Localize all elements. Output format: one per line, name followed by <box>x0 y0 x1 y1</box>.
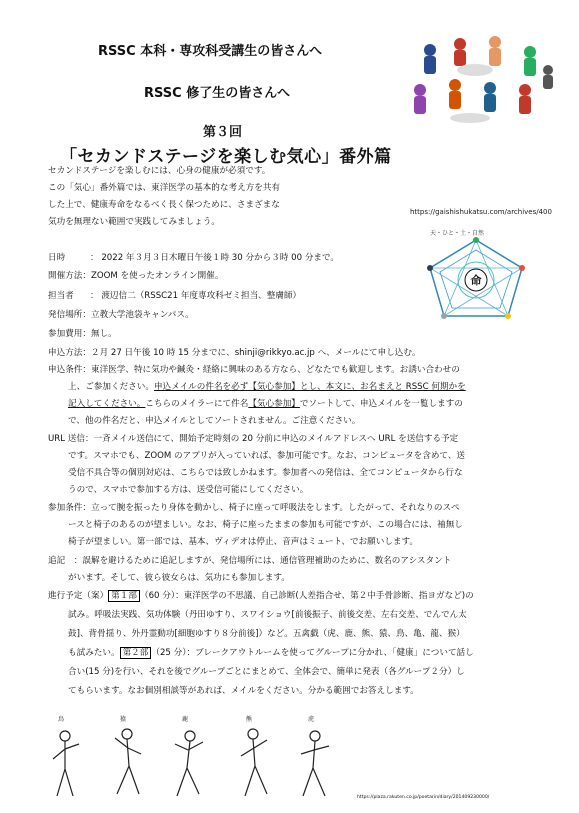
schedule-text: （25 分）：ブレークアウトルームを使ってグループに分かれ、「健康」について話し <box>151 648 474 658</box>
place-label: 発信場所： <box>48 310 91 320</box>
condition-apply-line <box>68 396 553 413</box>
intro-line: した上で、健康寿命をなるべく長く保つために、さまざまな <box>48 200 280 210</box>
header-line-2: RSSC 修了生の皆さんへ <box>144 86 290 101</box>
figure-caption: 鹿 <box>182 716 189 723</box>
intro-line: この「気心」番外篇では、東洋医学の基本的な考え方を共有 <box>48 183 281 193</box>
source-url-1: https://gaishishukatsu.com/archives/400 <box>410 208 552 216</box>
url-send-line: URL 送信：一斉メイル送信にて、開始予定時刻の 20 分前に申込のメイルアドレスへ URL を送信する予定 <box>48 434 459 444</box>
group-photo-image <box>400 30 560 130</box>
method-row <box>48 268 553 285</box>
postscript-line: 追記 ：誤解を避けるために追記しますが、発信場所には、通信管理補助のために、数名のアシスタント <box>48 556 452 566</box>
participation-line: 椅子が望ましい。第一部では、基本、ヴィデオは停止、音声はミュート、でお願いします。 <box>68 537 419 547</box>
schedule-line: 鼓]、背骨揺り、外丹霊動功[細胞ゆすり８分前後]）など。五禽戯（虎、鹿、熊、猿、鳥、亀、龍、猴） <box>68 629 465 639</box>
schedule-line: てもらいます。なお個別相談等があれば、メイルをください。分かる範囲でお答えします。 <box>68 686 419 696</box>
condition-apply-line: 申込条件：東洋医学、特に気功や鍼灸・経絡に興味のある方なら、どなたでも歓迎します。お誘い合わせの <box>48 365 460 375</box>
intro-line: セカンドステージを楽しむには、心身の健康が必須です。 <box>48 166 271 176</box>
figure-caption: 鳥 <box>58 716 65 723</box>
schedule-line <box>48 588 553 605</box>
place-row <box>48 307 553 324</box>
method-value: ZOOM を使ったオンライン開催。 <box>90 271 224 281</box>
schedule-line <box>68 645 553 662</box>
source-url-2: https://plaza.rakuten.co.jp/poetarin/diary/201409230000/ <box>357 795 490 800</box>
condition-text: 上、ご参加ください。 <box>68 382 154 392</box>
fee-row <box>48 326 553 343</box>
method-label: 開催方法： <box>48 271 91 281</box>
figure-caption: 熊 <box>246 716 253 723</box>
part2-badge: 第２部 <box>120 647 152 659</box>
condition-underlined-text: 申込メイルの件名を必ず【気心参加】とし、本文に、お名まえと RSSC 何期かを <box>153 382 466 392</box>
date-label: 日時 <box>48 253 66 263</box>
diagram-top-label: 天・ひと・土・自然 <box>430 230 485 237</box>
intro-line: 気功を無理ない範囲で実践してみましょう。 <box>48 217 220 227</box>
apply-row: 申込方法：２月 27 日午後 10 時 15 分までに、shinji@rikkyo.ac.jp へ、メールにて申し込む。 <box>48 348 421 358</box>
date-value: ： 2022 年３月３日木曜日午後１時 30 分から３時 00 分まで。 <box>90 253 340 263</box>
schedule-line: 合い(15 分)を行い、それを後でグループごとにまとめて、全体会で、簡単に発表（各グループ２分）し <box>68 667 465 677</box>
svg-text:命: 命 <box>470 274 482 287</box>
figure-caption: 猿 <box>120 716 127 723</box>
fee-label: 参加費用： <box>48 329 91 339</box>
person-row <box>48 288 553 305</box>
person-value: ： 渡辺信二（RSSC21 年度専攻科ゼミ担当、整膚師） <box>90 291 302 301</box>
intro-paragraph <box>48 163 368 231</box>
condition-apply-line: で、他の件名だと、申込メイルとしてソートされません。ご注意ください。 <box>68 416 361 426</box>
schedule-lead: 進行予定（案） <box>48 591 109 601</box>
person-label: 担当者 <box>48 291 74 301</box>
five-animals-figures-image <box>45 724 345 804</box>
condition-underlined-text: 記入してください。 <box>68 399 146 409</box>
schedule-line: 試み。呼吸法実践、気功体験（丹田ゆすり、スワイショウ[前後振子、前後交差、左右交差、でんでん太 <box>68 610 467 620</box>
condition-text: でソートして、申込メイルを一覧しますの <box>299 399 463 409</box>
fee-value: 無し。 <box>90 329 117 339</box>
postscript-line: がいます。そして、彼ら彼女らは、気功にも参加します。 <box>68 573 290 583</box>
url-send-line: 受信不具合等の個別対応は、こちらでは致しかねます。参加者への発信は、全てコンピュータから行な <box>68 468 463 478</box>
participation-line: 参加条件：立って腕を振ったり身体を動かし、椅子に座って呼吸法をします。したがって、それなりのスペ <box>48 503 460 513</box>
schedule-text: も試みたい。 <box>68 648 120 658</box>
schedule-text: （60 分）：東洋医学の不思議、自己診断(人差指合せ、第２中手骨診断、指ヨガなど)の <box>139 591 474 601</box>
header-line-1: RSSC 本科・専攻科受講生の皆さんへ <box>98 44 322 59</box>
page-title: 「セカンドステージを楽しむ気心」番外篇 <box>60 147 392 167</box>
condition-apply-line <box>68 379 553 396</box>
header-line-3: 第３回 <box>203 125 243 140</box>
condition-text: こちらのメイラーにて件名 <box>145 399 249 409</box>
figure-caption: 虎 <box>308 716 315 723</box>
condition-underlined-text: 【気心参加】 <box>248 399 300 409</box>
date-row <box>48 250 553 267</box>
participation-line: ースと椅子のあるのが望ましい。なお、椅子に座ったままの参加も可能ですが、この場合には、袖無し <box>68 520 463 530</box>
place-value: 立教大学池袋キャンパス。 <box>90 310 194 320</box>
url-send-line: うので、スマホで参加する方は、送受信可能にしてください。 <box>68 485 309 495</box>
url-send-line: です。スマホでも、ZOOM のアプリが入っていれば、参加可能です。なお、コンピュータを含めて、送 <box>68 451 466 461</box>
part1-badge: 第１部 <box>108 590 140 602</box>
